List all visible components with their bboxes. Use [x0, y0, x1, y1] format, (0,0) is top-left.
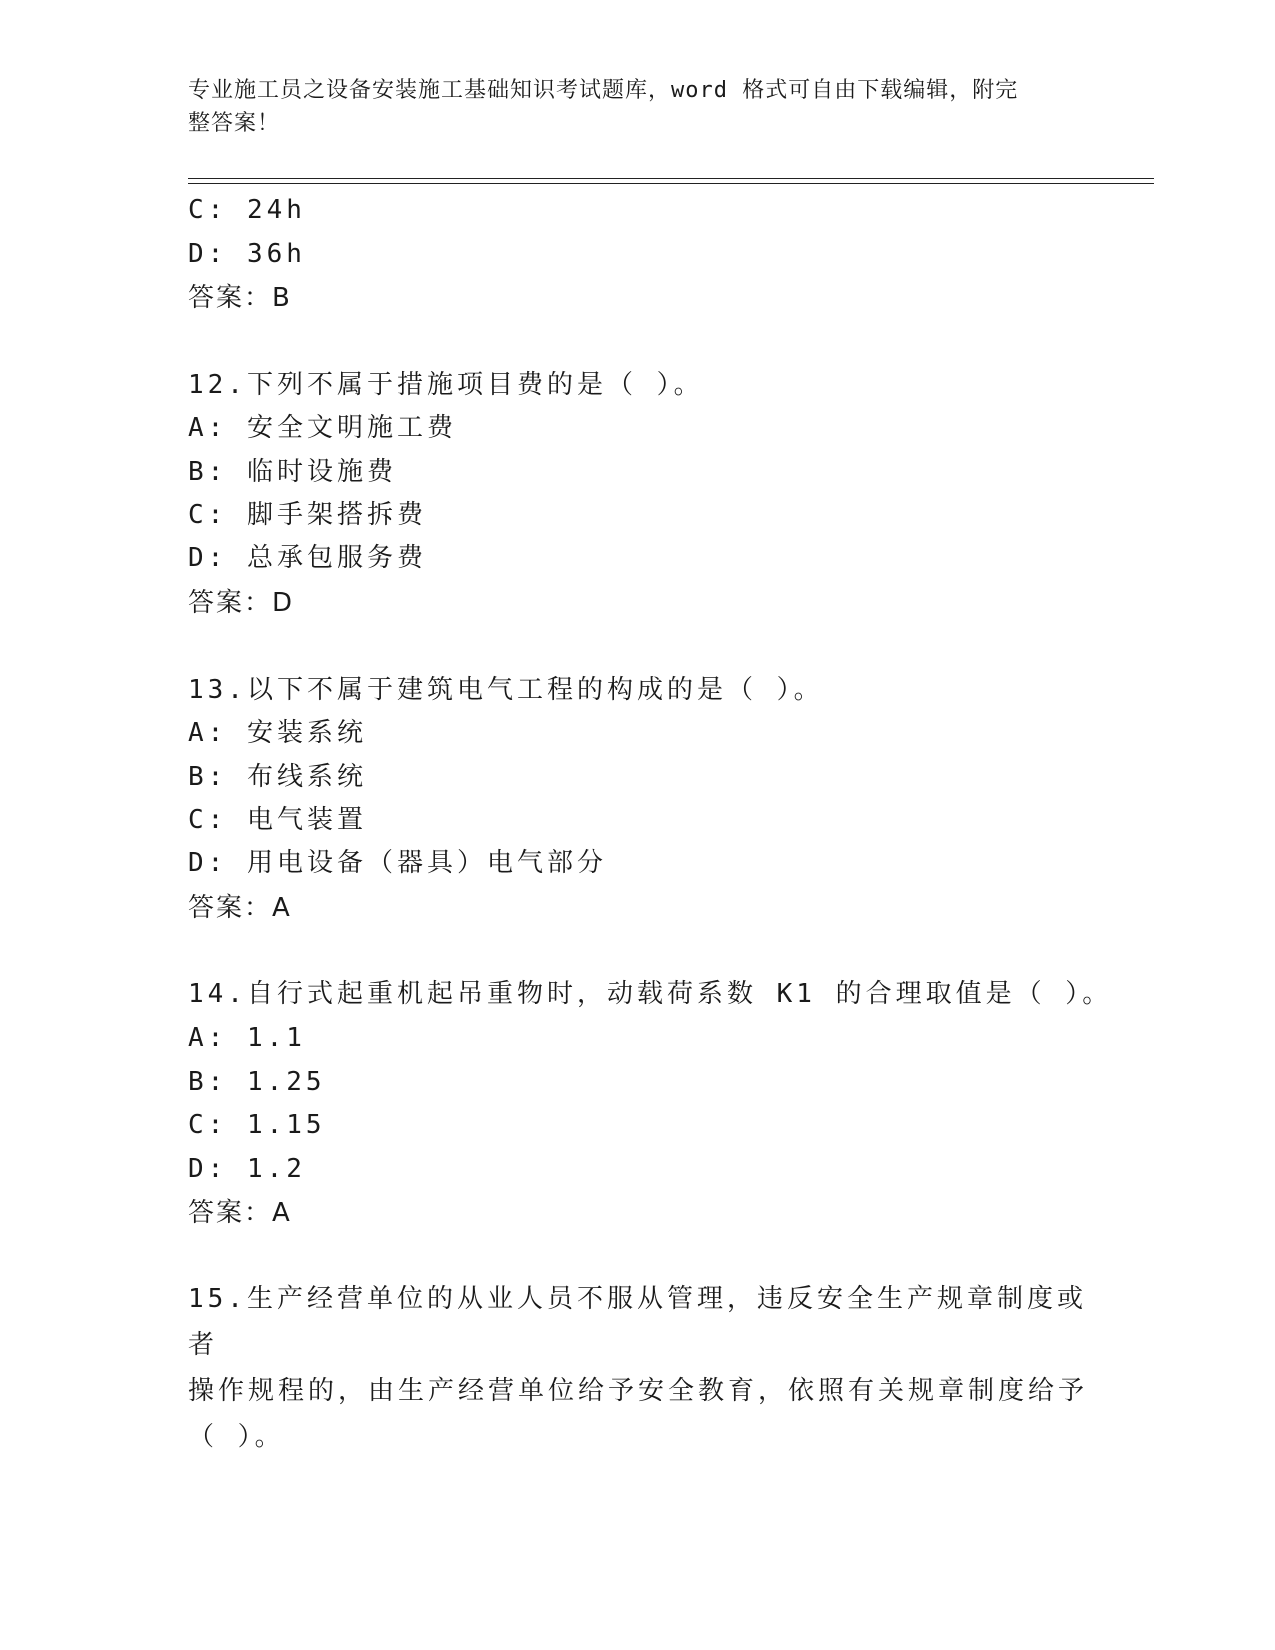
q14-option-d: D: 1.2	[188, 1154, 306, 1184]
q14-option-a: A: 1.1	[188, 1023, 306, 1053]
q13-answer: 答案：A	[188, 893, 292, 923]
header-title-line-1: 专业施工员之设备安装施工基础知识考试题库，word 格式可自由下载编辑，附完	[188, 78, 1019, 103]
q14-option-c: C: 1.15	[188, 1110, 326, 1140]
q12-question: 12.下列不属于措施项目费的是（ ）。	[188, 370, 704, 400]
q13-question: 13.以下不属于建筑电气工程的构成的是（ ）。	[188, 675, 824, 705]
q15-question	[188, 1276, 1088, 1460]
q12-option-a: A: 安全文明施工费	[188, 413, 457, 443]
q12-option-b: B: 临时设施费	[188, 457, 397, 487]
header-divider-bottom	[188, 183, 1154, 184]
q13-option-d: D: 用电设备（器具）电气部分	[188, 848, 607, 878]
q14-answer: 答案：A	[188, 1198, 292, 1228]
q13-option-a: A: 安装系统	[188, 718, 367, 748]
q12-option-c: C: 脚手架搭拆费	[188, 500, 427, 530]
q14-question: 14.自行式起重机起吊重物时，动载荷系数 K1 的合理取值是（ ）。	[188, 979, 1113, 1009]
q11-answer: 答案：B	[188, 283, 292, 313]
document-header	[188, 74, 1068, 140]
q11-option-c: C: 24h	[188, 195, 306, 225]
q13-option-c: C: 电气装置	[188, 805, 367, 835]
q12-option-d: D: 总承包服务费	[188, 543, 427, 573]
q15-question-line-2: 操作规程的，由生产经营单位给予安全教育，依照有关规章制度给予	[188, 1376, 1089, 1406]
q15-question-line-3: （ ）。	[188, 1422, 285, 1452]
q13-option-b: B: 布线系统	[188, 762, 367, 792]
q14-option-b: B: 1.25	[188, 1067, 326, 1097]
q11-option-d: D: 36h	[188, 239, 306, 269]
q15-question-line-1: 15.生产经营单位的从业人员不服从管理，违反安全生产规章制度或者	[188, 1284, 1087, 1360]
header-title-line-2: 整答案！	[188, 111, 281, 136]
q12-answer: 答案：D	[188, 588, 295, 618]
header-divider-top	[188, 178, 1154, 179]
